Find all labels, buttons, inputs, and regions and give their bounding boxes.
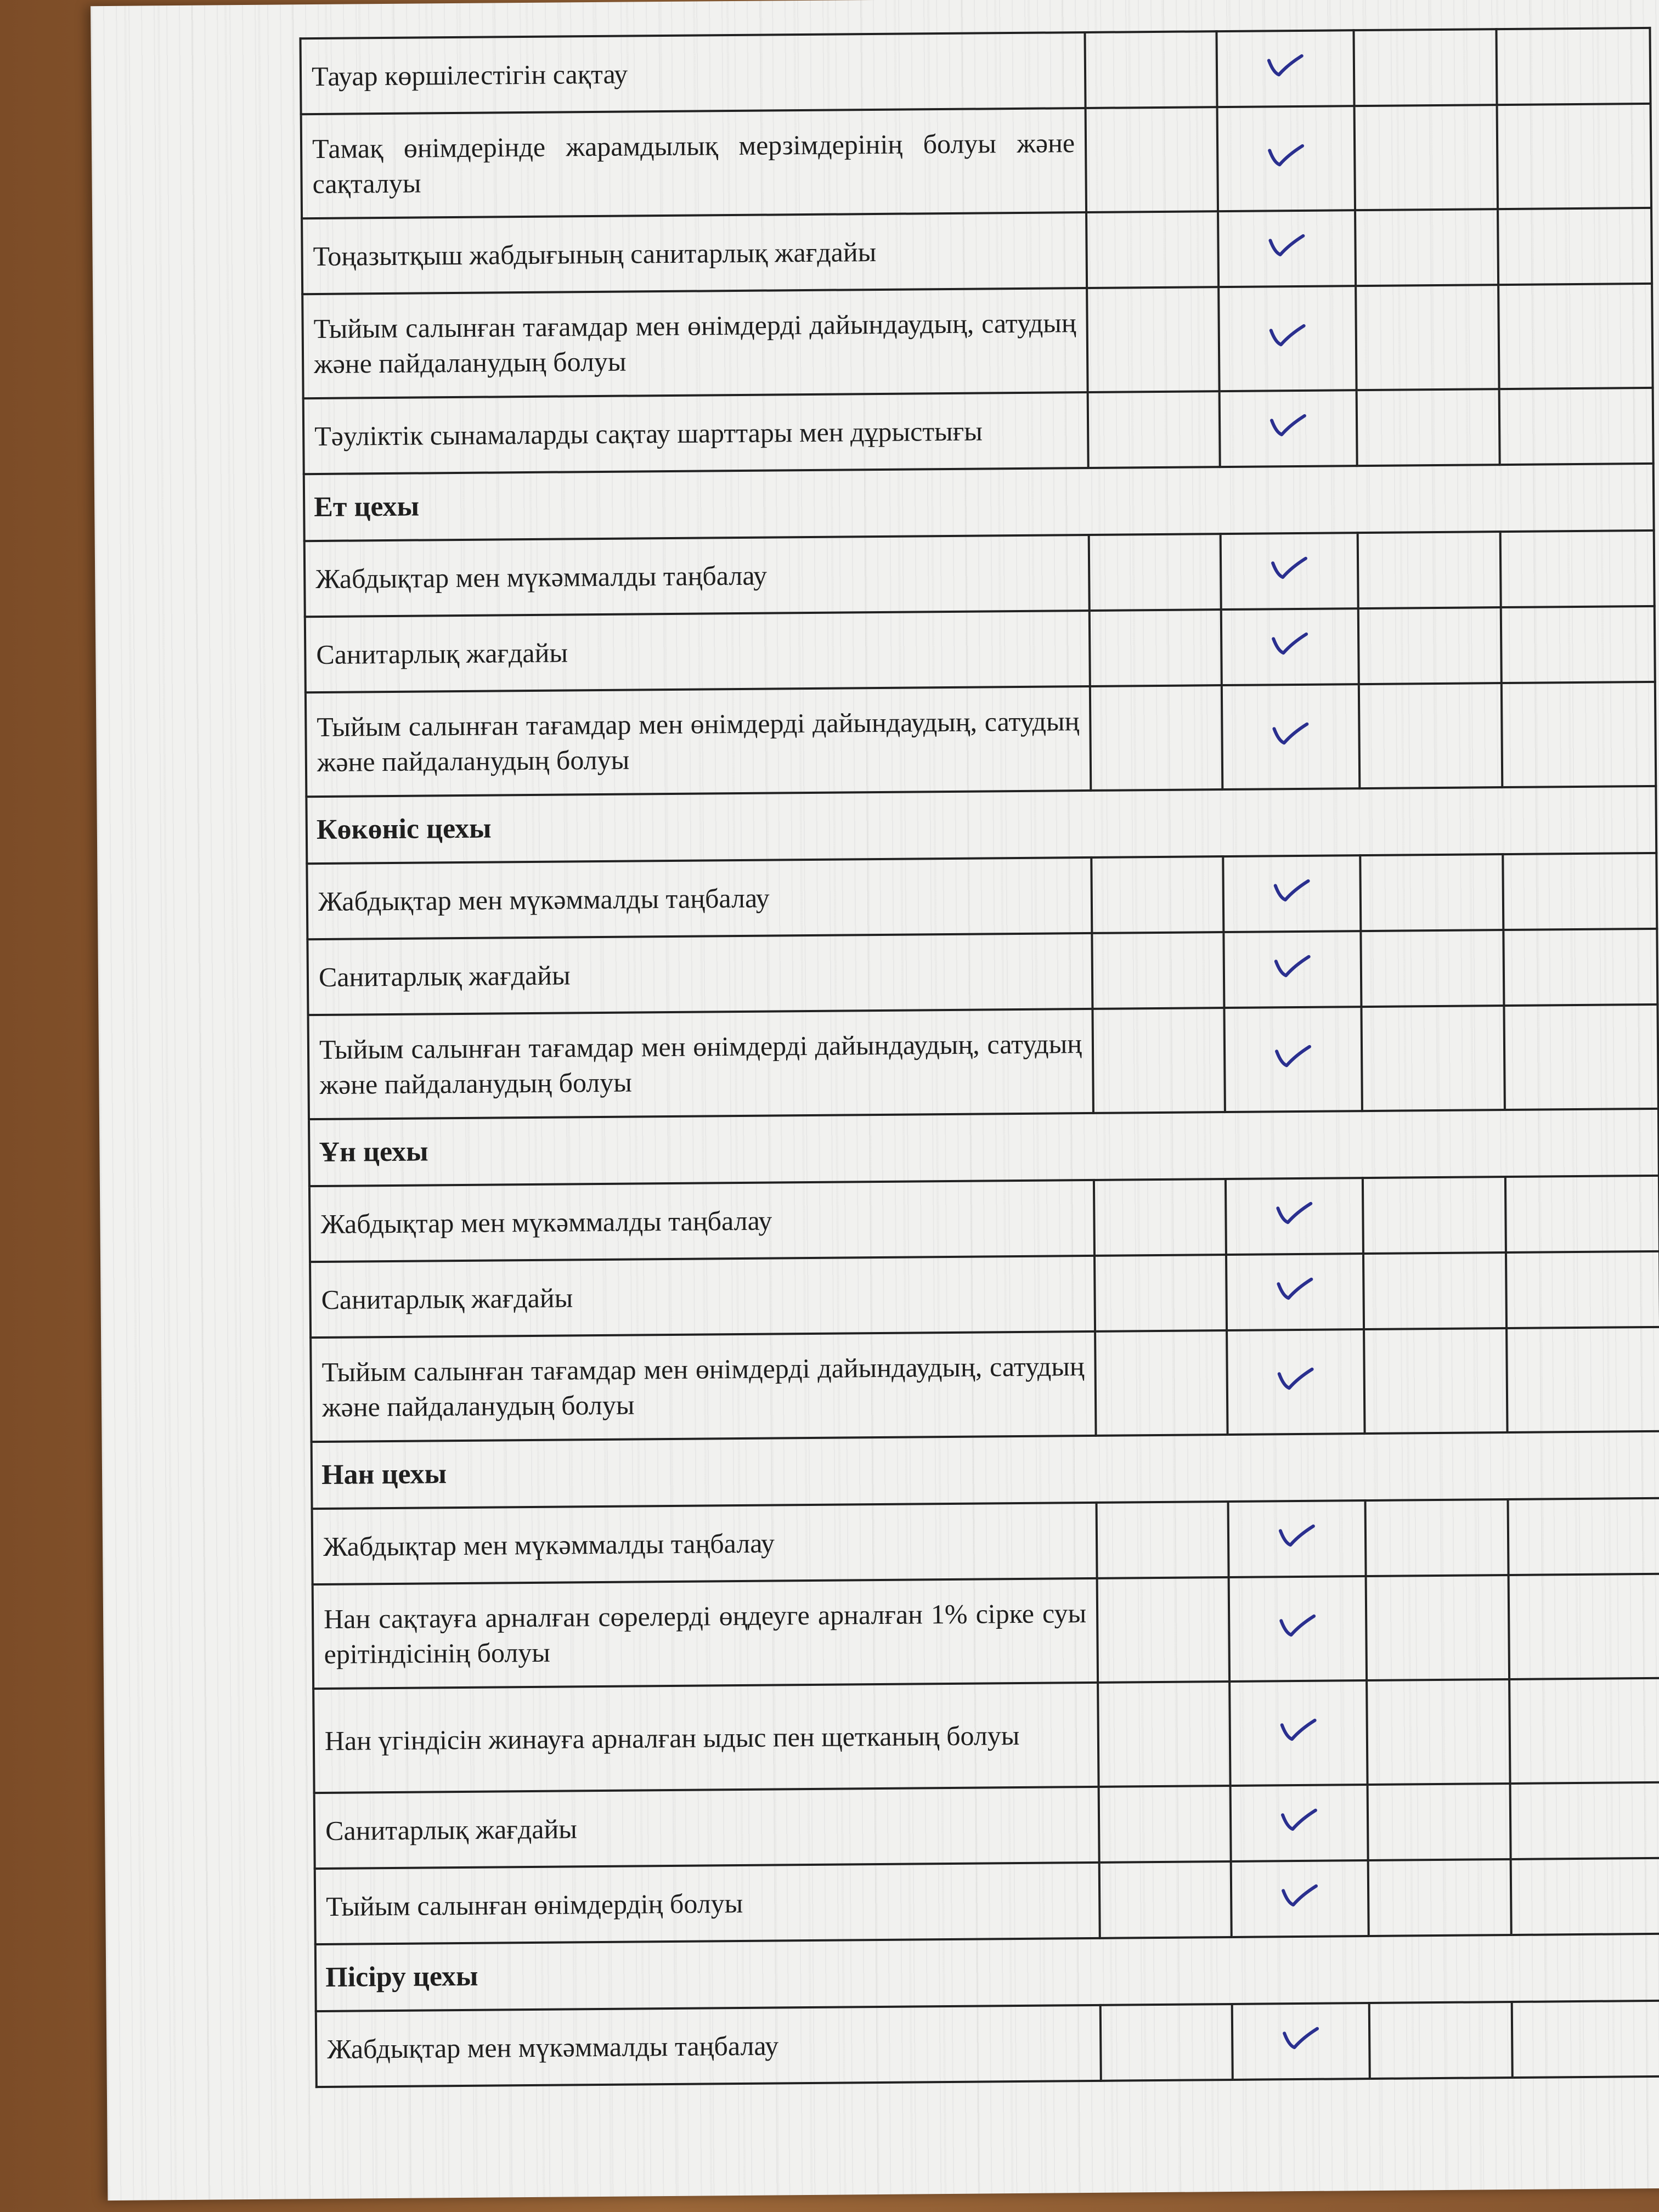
checkmark-icon bbox=[1279, 2021, 1323, 2054]
criterion-label: Санитарлық жағдайы bbox=[305, 611, 1090, 692]
answer-cell-2[interactable] bbox=[1221, 608, 1359, 685]
answer-cell-3[interactable] bbox=[1355, 209, 1498, 286]
checkmark-icon bbox=[1274, 1361, 1318, 1395]
checkmark-icon bbox=[1273, 1271, 1317, 1305]
criterion-label: Тауар көршілестігін сақтау bbox=[301, 32, 1086, 114]
checkmark-icon bbox=[1271, 949, 1314, 982]
answer-cell-4[interactable] bbox=[1510, 1782, 1659, 1859]
answer-cell-2[interactable] bbox=[1223, 855, 1361, 932]
answer-cell-4[interactable] bbox=[1502, 682, 1656, 787]
answer-cell-3[interactable] bbox=[1359, 683, 1502, 788]
checklist-row bbox=[309, 1176, 1659, 1262]
section-row bbox=[312, 1431, 1659, 1509]
criterion-label: Санитарлық жағдайы bbox=[314, 1787, 1099, 1869]
criterion-label: Тыйым салынған тағамдар мен өнімдерді дайындаудың, сатудың және пайдаланудың болуы bbox=[311, 1331, 1096, 1442]
section-title: Нан цехы bbox=[312, 1431, 1659, 1509]
answer-cell-4[interactable] bbox=[1498, 208, 1652, 285]
criterion-label: Жабдықтар мен мүкәммалды таңбалау bbox=[316, 2005, 1101, 2087]
answer-cell-3[interactable] bbox=[1363, 1252, 1506, 1329]
answer-cell-1[interactable] bbox=[1086, 211, 1218, 288]
answer-cell-3[interactable] bbox=[1358, 532, 1501, 608]
answer-cell-1[interactable] bbox=[1094, 1255, 1227, 1331]
answer-cell-2[interactable] bbox=[1221, 533, 1358, 610]
checkmark-icon bbox=[1268, 626, 1312, 659]
section-title: Ұн цехы bbox=[309, 1109, 1659, 1186]
answer-cell-3[interactable] bbox=[1368, 1784, 1511, 1860]
answer-cell-2[interactable] bbox=[1231, 1860, 1369, 1937]
checkmark-icon bbox=[1277, 1712, 1321, 1746]
checkmark-icon bbox=[1275, 1518, 1319, 1551]
criterion-label: Тыйым салынған тағамдар мен өнімдерді дайындаудың, сатудың және пайдаланудың болуы bbox=[302, 288, 1087, 398]
checklist-sheet bbox=[300, 27, 1659, 2088]
answer-cell-1[interactable] bbox=[1085, 31, 1217, 108]
answer-cell-3[interactable] bbox=[1365, 1499, 1509, 1576]
checkmark-icon bbox=[1271, 1039, 1315, 1072]
criterion-label: Жабдықтар мен мүкәммалды таңбалау bbox=[304, 535, 1090, 617]
checkmark-icon bbox=[1263, 48, 1307, 81]
answer-cell-1[interactable] bbox=[1099, 1786, 1231, 1863]
criterion-label: Тыйым салынған тағамдар мен өнімдерді дайындаудың, сатудың және пайдаланудың болуы bbox=[308, 1009, 1093, 1119]
criterion-label: Тамақ өнімдерінде жарамдылық мерзімдерінің болуы және сақталуы bbox=[301, 108, 1086, 218]
answer-cell-3[interactable] bbox=[1361, 1006, 1504, 1111]
answer-cell-2[interactable] bbox=[1231, 1785, 1368, 1861]
answer-cell-3[interactable] bbox=[1366, 1575, 1509, 1680]
checkmark-icon bbox=[1265, 228, 1308, 261]
answer-cell-4[interactable] bbox=[1496, 28, 1650, 105]
section-title: Ет цехы bbox=[304, 464, 1654, 541]
answer-cell-4[interactable] bbox=[1499, 388, 1654, 465]
checklist-row bbox=[316, 2001, 1659, 2087]
checklist-row bbox=[313, 1574, 1659, 1689]
checkmark-icon bbox=[1270, 873, 1314, 906]
checkmark-icon bbox=[1272, 1195, 1316, 1229]
section-title: Пісіру цехы bbox=[315, 1934, 1659, 2011]
answer-cell-2[interactable] bbox=[1220, 390, 1357, 467]
answer-cell-3[interactable] bbox=[1364, 1328, 1507, 1434]
checkmark-icon bbox=[1267, 550, 1311, 584]
inspection-checklist-table bbox=[300, 27, 1659, 2088]
answer-cell-2[interactable] bbox=[1218, 286, 1356, 391]
criterion-label: Нан үгіндісін жинауға арналған ыдыс пен щетканың болуы bbox=[313, 1683, 1098, 1793]
checkmark-icon bbox=[1266, 318, 1310, 351]
answer-cell-4[interactable] bbox=[1498, 284, 1652, 389]
answer-cell-2[interactable] bbox=[1223, 931, 1361, 1008]
checklist-row bbox=[311, 1327, 1659, 1442]
answer-cell-1[interactable] bbox=[1087, 287, 1219, 392]
answer-cell-1[interactable] bbox=[1099, 1861, 1232, 1938]
checklist-row bbox=[312, 1498, 1659, 1584]
answer-cell-4[interactable] bbox=[1511, 1858, 1659, 1935]
checklist-row bbox=[305, 606, 1655, 692]
checklist-row bbox=[302, 208, 1652, 294]
answer-cell-2[interactable] bbox=[1218, 210, 1356, 287]
answer-cell-1[interactable] bbox=[1092, 932, 1224, 1009]
answer-cell-4[interactable] bbox=[1505, 1176, 1659, 1252]
criterion-label: Нан сақтауға арналған сөрелерді өңдеуге арналған 1% сірке суы ерітіндісінің болуы bbox=[313, 1578, 1098, 1689]
answer-cell-2[interactable] bbox=[1217, 106, 1355, 211]
answer-cell-3[interactable] bbox=[1367, 1679, 1510, 1785]
checkmark-icon bbox=[1278, 1878, 1322, 1911]
answer-cell-1[interactable] bbox=[1089, 534, 1221, 611]
answer-cell-4[interactable] bbox=[1508, 1498, 1659, 1575]
answer-cell-1[interactable] bbox=[1097, 1577, 1229, 1683]
answer-cell-3[interactable] bbox=[1369, 2002, 1513, 2079]
answer-cell-3[interactable] bbox=[1356, 285, 1499, 390]
answer-cell-3[interactable] bbox=[1360, 854, 1503, 931]
criterion-label: Жабдықтар мен мүкәммалды таңбалау bbox=[309, 1180, 1094, 1262]
section-row bbox=[304, 464, 1654, 541]
answer-cell-2[interactable] bbox=[1226, 1254, 1364, 1330]
section-title: Көкөніс цехы bbox=[306, 786, 1656, 864]
answer-cell-1[interactable] bbox=[1090, 685, 1222, 791]
answer-cell-2[interactable] bbox=[1232, 2003, 1370, 2080]
answer-cell-4[interactable] bbox=[1504, 1005, 1658, 1110]
checklist-row bbox=[313, 1678, 1659, 1793]
checklist-row bbox=[306, 682, 1656, 797]
checkmark-icon bbox=[1264, 138, 1308, 171]
answer-cell-4[interactable] bbox=[1501, 606, 1655, 683]
answer-cell-1[interactable] bbox=[1094, 1179, 1226, 1256]
answer-cell-3[interactable] bbox=[1353, 29, 1497, 106]
answer-cell-3[interactable] bbox=[1357, 389, 1500, 466]
answer-cell-4[interactable] bbox=[1497, 104, 1651, 209]
answer-cell-4[interactable] bbox=[1503, 853, 1657, 930]
answer-cell-1[interactable] bbox=[1097, 1502, 1229, 1578]
answer-cell-1[interactable] bbox=[1098, 1681, 1230, 1787]
checklist-row bbox=[304, 531, 1655, 617]
answer-cell-3[interactable] bbox=[1368, 1859, 1511, 1936]
answer-cell-2[interactable] bbox=[1224, 1007, 1362, 1112]
checkmark-icon bbox=[1276, 1608, 1319, 1641]
answer-cell-3[interactable] bbox=[1361, 930, 1504, 1007]
answer-cell-4[interactable] bbox=[1500, 531, 1655, 607]
answer-cell-4[interactable] bbox=[1509, 1678, 1659, 1784]
checkmark-icon bbox=[1277, 1802, 1321, 1836]
answer-cell-2[interactable] bbox=[1229, 1680, 1367, 1786]
answer-cell-2[interactable] bbox=[1227, 1329, 1364, 1435]
checklist-row bbox=[303, 388, 1654, 474]
criterion-label: Санитарлық жағдайы bbox=[307, 933, 1092, 1015]
criterion-label: Санитарлық жағдайы bbox=[310, 1256, 1095, 1338]
checklist-row bbox=[301, 28, 1651, 114]
criterion-label: Жабдықтар мен мүкәммалды таңбалау bbox=[307, 857, 1092, 939]
checklist-row bbox=[310, 1251, 1659, 1338]
answer-cell-4[interactable] bbox=[1506, 1251, 1659, 1328]
answer-cell-4[interactable] bbox=[1506, 1327, 1659, 1432]
answer-cell-2[interactable] bbox=[1226, 1178, 1363, 1255]
checklist-row bbox=[308, 1005, 1658, 1119]
answer-cell-4[interactable] bbox=[1509, 1574, 1659, 1679]
paper-sheet bbox=[91, 0, 1659, 2200]
section-row bbox=[306, 786, 1656, 864]
answer-cell-3[interactable] bbox=[1355, 105, 1498, 210]
checklist-row bbox=[314, 1782, 1659, 1869]
answer-cell-2[interactable] bbox=[1222, 684, 1359, 789]
criterion-label: Тыйым салынған тағамдар мен өнімдерді дайындаудың, сатудың және пайдаланудың болуы bbox=[306, 686, 1091, 797]
answer-cell-2[interactable] bbox=[1228, 1500, 1366, 1577]
criterion-label: Тыйым салынған өнімдердің болуы bbox=[315, 1863, 1100, 1944]
answer-cell-1[interactable] bbox=[1086, 107, 1218, 212]
answer-cell-1[interactable] bbox=[1095, 1330, 1227, 1436]
answer-cell-1[interactable] bbox=[1101, 2004, 1233, 2081]
answer-cell-3[interactable] bbox=[1358, 607, 1502, 684]
answer-cell-4[interactable] bbox=[1512, 2001, 1659, 2078]
checklist-row bbox=[307, 929, 1657, 1015]
answer-cell-2[interactable] bbox=[1216, 30, 1354, 107]
answer-cell-1[interactable] bbox=[1091, 856, 1223, 933]
answer-cell-1[interactable] bbox=[1092, 1008, 1224, 1113]
checklist-row bbox=[302, 284, 1652, 398]
checklist-row bbox=[307, 853, 1657, 939]
criterion-label: Тоңазытқыш жабдығының санитарлық жағдайы bbox=[302, 212, 1087, 294]
checklist-row bbox=[315, 1858, 1659, 1944]
section-row bbox=[309, 1109, 1659, 1186]
answer-cell-1[interactable] bbox=[1088, 391, 1220, 468]
checkmark-icon bbox=[1266, 408, 1310, 441]
answer-cell-1[interactable] bbox=[1090, 610, 1222, 686]
checklist-row bbox=[301, 104, 1651, 218]
answer-cell-4[interactable] bbox=[1503, 929, 1657, 1006]
criterion-label: Жабдықтар мен мүкәммалды таңбалау bbox=[312, 1503, 1097, 1584]
section-row bbox=[315, 1934, 1659, 2011]
answer-cell-2[interactable] bbox=[1229, 1576, 1367, 1681]
answer-cell-3[interactable] bbox=[1363, 1177, 1506, 1254]
checkmark-icon bbox=[1268, 716, 1312, 749]
criterion-label: Тәуліктік сынамаларды сақтау шарттары мен дұрыстығы bbox=[303, 392, 1088, 474]
